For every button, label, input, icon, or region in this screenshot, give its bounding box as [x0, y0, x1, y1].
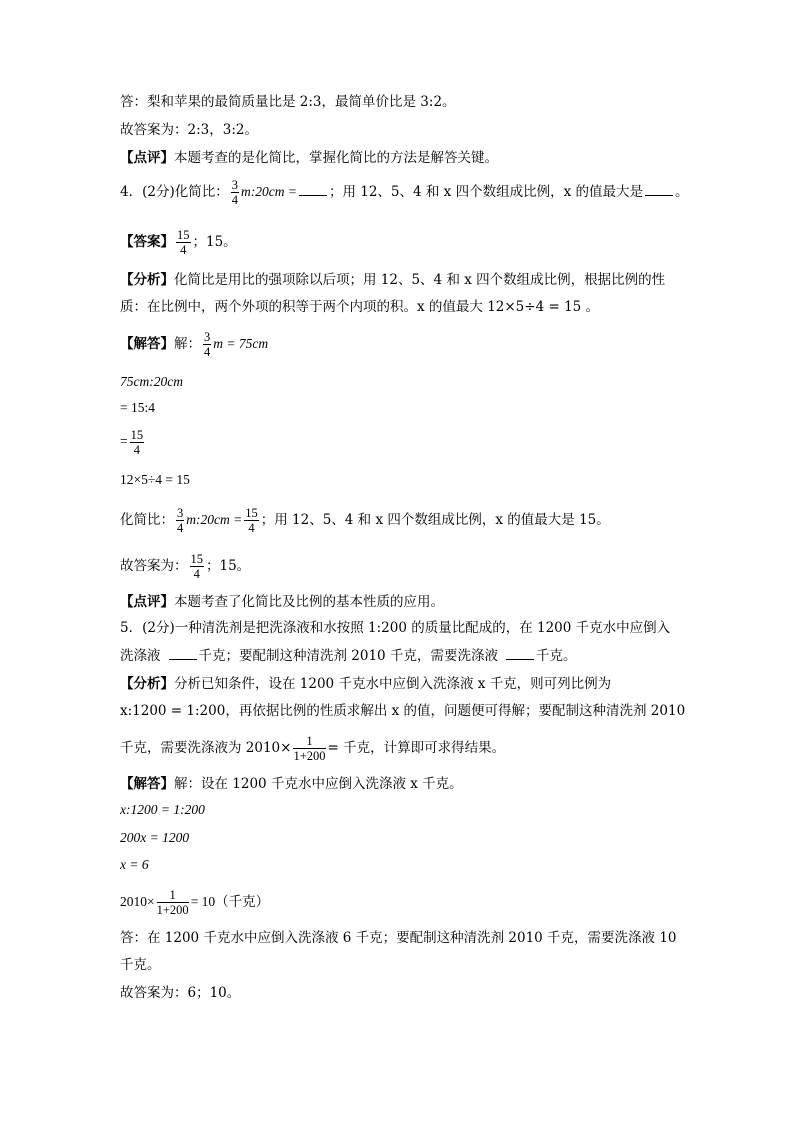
- result-expr: m:20cm =: [186, 512, 243, 527]
- review-q3: [120, 148, 498, 168]
- answer-line-q3: 答：梨和苹果的最简质量比是 2:3，最简单价比是 3:2。: [120, 94, 456, 110]
- q4-prefix: 4．(2分)化简比：: [120, 184, 229, 200]
- answer-q5-line1: 答：在 1200 千克水中应倒入洗涤液 6 千克；要配制这种清洗剂 2010 千克，需要洗涤液 10: [120, 930, 677, 946]
- analysis-q5-line3: 千克，需要洗涤液为 2010× $\frac{1}{1+200}$ = 千克，计算即可求得结果。: [120, 734, 506, 763]
- solution-step-1: 75cm:20cm: [120, 374, 183, 389]
- answer-q4: [120, 228, 237, 257]
- analysis-fraction: $\frac{1}{1+200}$: [293, 734, 326, 763]
- q4-mid: ；用 12、5、4 和 x 四个数组成比例，x 的值最大是: [328, 184, 643, 200]
- solution-q5-step3: x = 6: [120, 857, 149, 872]
- answer-tag: 【答案】: [120, 234, 174, 250]
- solution-lead: 解：: [174, 336, 201, 352]
- step3-fraction: $\frac{15}{4}$: [130, 428, 144, 457]
- answer-q5-line2: 千克。: [120, 957, 161, 973]
- q5-blank-2: [506, 647, 534, 660]
- answer-fraction: $\frac{15}{4}$: [177, 228, 190, 257]
- solution-q4-result: [120, 506, 610, 535]
- result-prefix: 化简比：: [120, 512, 174, 528]
- solution-step-3: = $\frac{15}{4}$: [120, 428, 144, 457]
- analysis-q4-line1: [120, 270, 665, 290]
- solution-fraction: $\frac{3}{4}$: [204, 330, 211, 359]
- q4-blank-1: [299, 183, 327, 196]
- q4-end: 。: [675, 184, 689, 200]
- solution-q5-step2: 200x = 1200: [120, 830, 190, 845]
- solution-q5-step1: x:1200 = 1:200: [120, 802, 205, 817]
- analysis-text-1: 化简比是用比的强项除以后项；用 12、5、4 和 x 四个数组成比例，根据比例的性: [174, 272, 666, 288]
- solution-q5-head: 【解答】解：设在 1200 千克水中应倒入洗涤液 x 千克。: [120, 776, 463, 792]
- result-fraction-2: $\frac{15}{4}$: [245, 506, 258, 535]
- solution-q5-step4: 2010× $\frac{1}{1+200}$ = 10（千克）: [120, 888, 270, 917]
- answer-rest: ；15。: [192, 234, 237, 250]
- solution-eq1: m = 75cm: [213, 336, 269, 351]
- q5-blank-1: [169, 647, 197, 660]
- solution-step-2: = 15:4: [120, 400, 155, 415]
- solution-tag: 【解答】: [120, 336, 174, 352]
- solution-step-4: 12×5÷4 = 15: [120, 472, 190, 487]
- final-fraction: $\frac{15}{4}$: [190, 552, 203, 581]
- solution-q4-head: [120, 330, 268, 359]
- q4-blank-2: [645, 183, 673, 196]
- final-answer-q4: 故答案为： $\frac{15}{4}$ ；15。: [120, 552, 251, 581]
- final-answer-q3: 故答案为：2:3，3:2。: [120, 122, 258, 138]
- analysis-tag: 【分析】: [120, 272, 174, 288]
- review-tag: 【点评】: [120, 150, 174, 166]
- review-text: 本题考查的是化简比，掌握化简比的方法是解答关键。: [174, 150, 498, 166]
- result-post: ；用 12、5、4 和 x 四个数组成比例，x 的值最大是 15。: [260, 512, 610, 528]
- analysis-q5-line1: 【分析】分析已知条件，设在 1200 千克水中应倒入洗涤液 x 千克，则可列比例为: [120, 676, 612, 692]
- q4-expr: m:20cm =: [240, 184, 297, 199]
- question-4: [120, 178, 689, 207]
- question-5-line1: 5．(2分)一种清洗剂是把洗涤液和水按照 1:200 的质量比配成的，在 1200 千克水中应倒入: [120, 620, 671, 636]
- question-5-line2: 洗涤液 千克；要配制这种清洗剂 2010 千克，需要洗涤液 千克。: [120, 648, 577, 664]
- result-fraction-1: $\frac{3}{4}$: [177, 506, 184, 535]
- final-answer-q5: 故答案为：6；10。: [120, 985, 241, 1001]
- analysis-q4-line2: 质：在比例中，两个外项的积等于两个内项的积。x 的值最大 12×5÷4 = 15 。: [120, 299, 600, 315]
- analysis-q5-line2: x:1200 = 1:200，再依据比例的性质求解出 x 的值，问题便可得解；要配制这种清洗剂 2010: [120, 703, 686, 719]
- review-q4: 【点评】本题考查了化简比及比例的基本性质的应用。: [120, 594, 444, 610]
- q4-fraction: $\frac{3}{4}$: [231, 178, 238, 207]
- step4-fraction: $\frac{1}{1+200}$: [156, 888, 189, 917]
